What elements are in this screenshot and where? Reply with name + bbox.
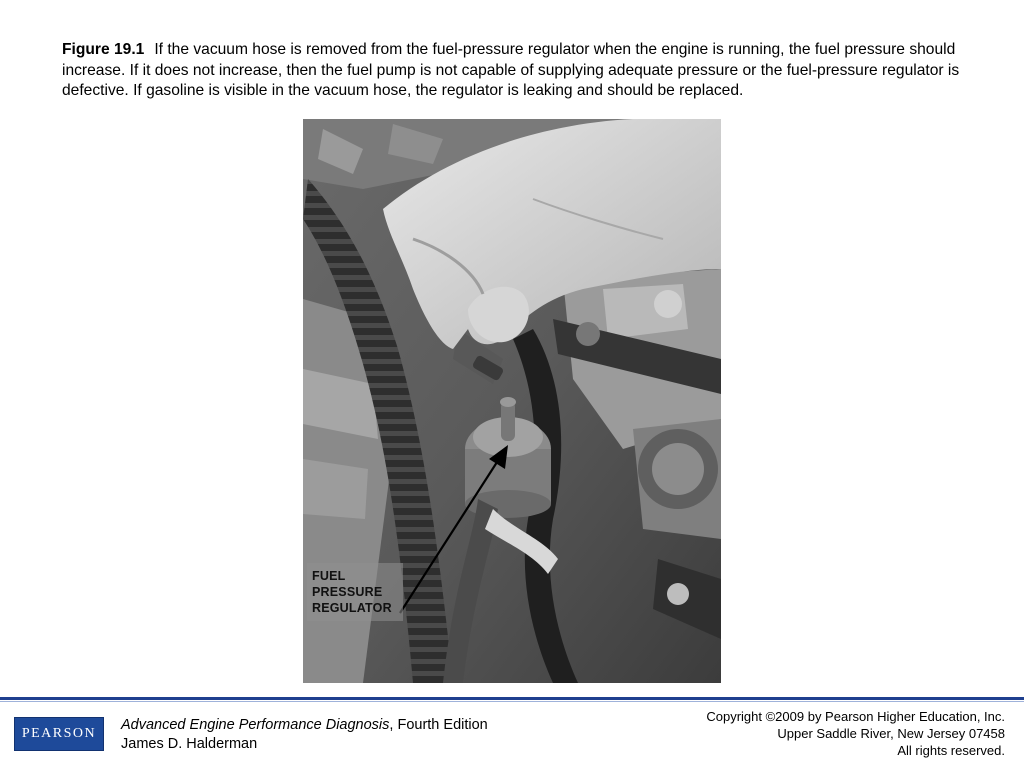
book-title: Advanced Engine Performance Diagnosis — [121, 717, 390, 733]
book-credit — [121, 716, 488, 754]
figure-label: Figure 19.1 — [62, 41, 145, 58]
fuel-pressure-regulator-label: FUEL PRESSURE REGULATOR — [312, 569, 392, 615]
book-author: James D. Halderman — [121, 736, 258, 752]
copyright-notice — [706, 708, 1005, 759]
book-title-line — [121, 716, 488, 735]
copyright-line-2: Upper Saddle River, New Jersey 07458 — [777, 726, 1005, 741]
copyright-line-3: All rights reserved. — [897, 743, 1005, 758]
footer-rule — [0, 697, 1024, 700]
book-edition: , Fourth Edition — [389, 717, 488, 733]
engine-photo — [303, 119, 721, 683]
copyright-line-1: Copyright ©2009 by Pearson Higher Education, Inc. — [706, 709, 1005, 724]
figure-caption — [62, 40, 967, 102]
footer-rule-thin — [0, 701, 1024, 702]
figure-caption-text: If the vacuum hose is removed from the fuel-pressure regulator when the engine is running, the fuel pressure should increase. If it does not increase, then the fuel pump is not capable of supplying adequate pressure or the fuel-pressure regulator is defective. If gasoline is visible in the vacuum hose, the regulator is leaking and should be replaced. — [62, 41, 960, 99]
pearson-logo — [14, 717, 104, 751]
pearson-logo-text: PEARSON — [21, 726, 97, 741]
